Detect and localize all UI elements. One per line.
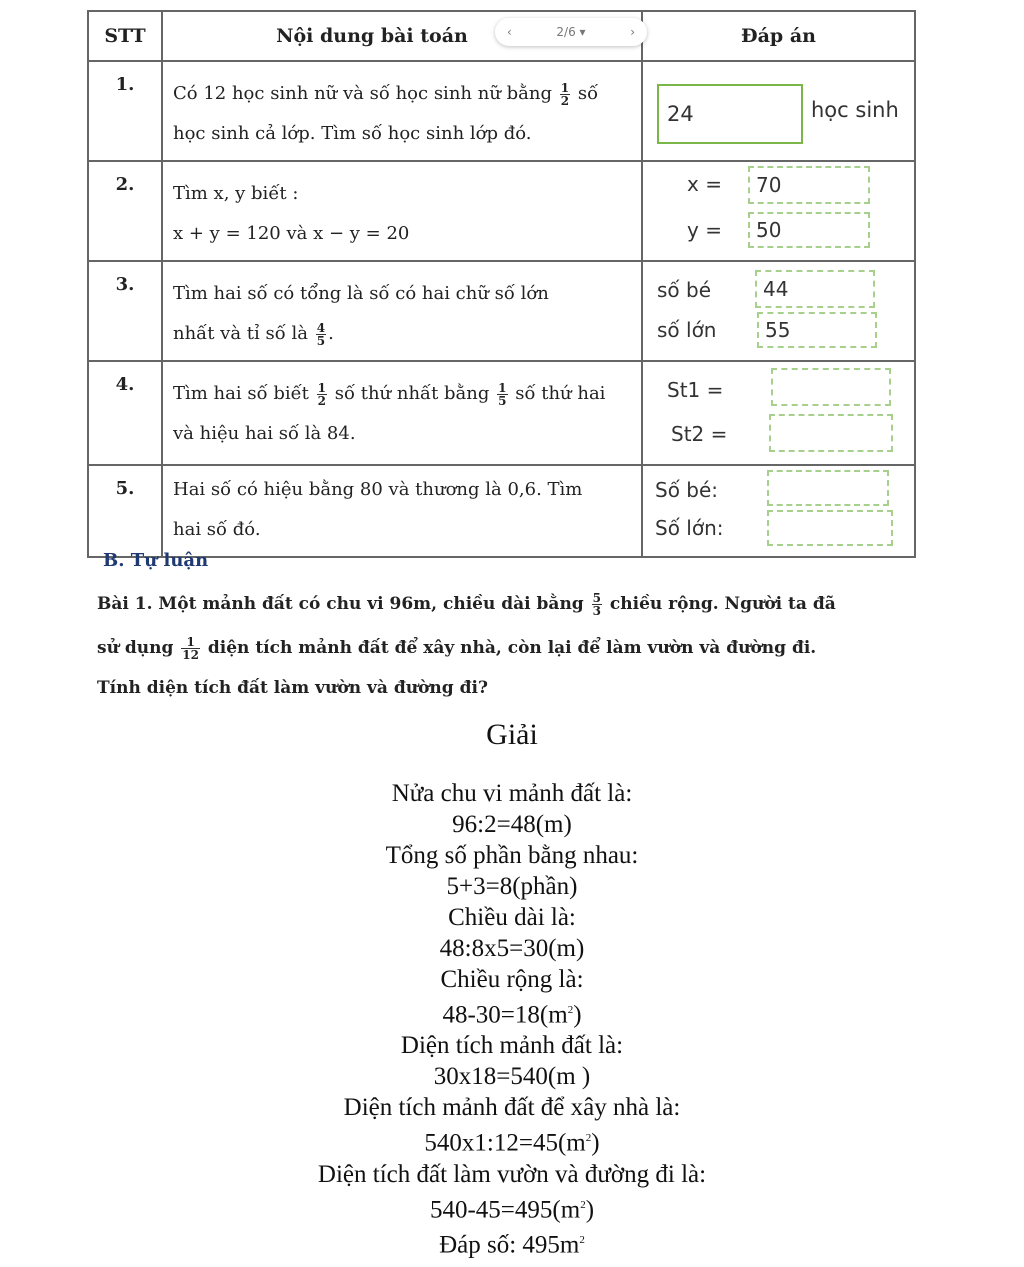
solution-line: 48:8x5=30(m) <box>439 935 585 962</box>
x-label: x = <box>687 172 722 196</box>
question-text: Có 12 học sinh nữ và số học sinh nữ bằng <box>173 83 553 104</box>
answer-input[interactable]: 24 <box>657 84 803 144</box>
question-text: hai số đó. <box>173 519 261 540</box>
solution-line: Tổng số phần bằng nhau: <box>385 842 639 869</box>
question-cell <box>162 465 642 557</box>
question-text: nhất và tỉ số là <box>173 323 308 344</box>
answer-cell <box>642 361 915 465</box>
solution-text: Đáp số: 495m <box>439 1231 580 1259</box>
table-row <box>88 61 915 161</box>
quiz-table <box>87 10 916 558</box>
question-cell <box>162 61 642 161</box>
fraction-denominator: 3 <box>592 604 601 618</box>
row-number: 5. <box>88 465 162 557</box>
fraction <box>316 322 326 347</box>
fraction-numerator: 1 <box>498 380 507 395</box>
answer-cell <box>642 61 915 161</box>
question-text: x + y = 120 và x − y = 20 <box>173 223 410 244</box>
large-number-label: Số lớn: <box>655 516 724 540</box>
small-number-input[interactable]: 44 <box>755 270 875 308</box>
fraction-numerator: 1 <box>181 636 200 649</box>
answer-unit: học sinh <box>811 98 899 122</box>
problem-text: chiều rộng. Người ta đã <box>609 594 836 614</box>
fraction-denominator: 2 <box>317 393 327 408</box>
superscript: 2 <box>567 1004 574 1016</box>
question-text: Tìm x, y biết : <box>173 183 299 204</box>
solution-text: ) <box>585 1195 595 1223</box>
st2-input[interactable] <box>769 414 893 452</box>
solution-line: Diện tích đất làm vườn và đường đi là: <box>317 1160 707 1188</box>
x-input[interactable]: 70 <box>748 166 870 204</box>
fraction-numerator: 4 <box>316 320 326 335</box>
next-page-button[interactable]: › <box>630 25 635 39</box>
fraction-denominator: 5 <box>316 333 326 348</box>
header-answer: Đáp án <box>642 11 915 61</box>
fraction-numerator: 1 <box>317 380 327 395</box>
question-text: và hiệu hai số là 84. <box>173 423 356 444</box>
row-number: 2. <box>88 161 162 261</box>
large-number-input[interactable]: 55 <box>757 312 877 348</box>
row-number: 1. <box>88 61 162 161</box>
small-number-input[interactable] <box>767 470 889 506</box>
superscript: 2 <box>580 1198 586 1211</box>
fraction-denominator: 12 <box>182 648 199 662</box>
st1-input[interactable] <box>771 368 891 406</box>
small-number-label: số bé <box>657 278 712 302</box>
solution-text: ) <box>591 1129 600 1157</box>
fraction-numerator: 5 <box>592 591 601 605</box>
page-selector[interactable]: 2/6 ▾ <box>556 25 586 39</box>
fraction-denominator: 5 <box>498 393 507 408</box>
st2-label: St2 = <box>671 422 728 446</box>
solution-text: 540-45=495(m <box>429 1195 581 1223</box>
solution-line: 96:2=48(m) <box>452 811 572 838</box>
question-text: số <box>577 83 599 104</box>
solution-line: Diện tích mảnh đất để xây nhà là: <box>343 1094 681 1122</box>
question-text: số thứ nhất bằng <box>334 383 490 404</box>
question-text: số thứ hai <box>515 383 606 404</box>
table-row <box>88 361 915 465</box>
large-number-label: số lớn <box>657 318 717 342</box>
solution-text: 48-30=18(m <box>442 1001 568 1029</box>
problem-line: Tính diện tích đất làm vườn và đường đi? <box>97 678 488 698</box>
st1-label: St1 = <box>667 378 724 402</box>
question-cell <box>162 361 642 465</box>
small-number-label: Số bé: <box>655 478 719 502</box>
solution-line: Chiều dài là: <box>448 904 576 931</box>
section-title: B. Tự luận <box>103 550 209 571</box>
problem-line <box>97 592 927 617</box>
superscript: 2 <box>585 1132 592 1145</box>
table-row <box>88 161 915 261</box>
table-row <box>88 465 915 557</box>
solution-line: 30x18=540(m ) <box>433 1063 591 1091</box>
solution-text: 540x1:12=45(m <box>424 1129 586 1157</box>
y-label: y = <box>687 218 722 242</box>
solution-line: Nửa chu vi mảnh đất là: <box>391 780 633 807</box>
problem-line <box>97 636 927 661</box>
solution-line <box>0 995 1024 1030</box>
y-input[interactable]: 50 <box>748 212 870 248</box>
solution-line <box>0 1123 1024 1158</box>
large-number-input[interactable] <box>767 510 893 546</box>
solution-line <box>0 1190 1024 1225</box>
question-cell <box>162 161 642 261</box>
solution-body <box>0 778 1024 1260</box>
header-question-label: Nội dung bài toán <box>276 25 468 47</box>
fraction <box>592 592 602 617</box>
problem-text: sử dụng <box>97 638 174 658</box>
row-number: 4. <box>88 361 162 465</box>
superscript: 2 <box>579 1233 585 1246</box>
fraction <box>497 382 507 407</box>
question-text: Hai số có hiệu bằng 80 và thương là 0,6. Tìm <box>173 479 583 500</box>
fraction <box>560 82 570 107</box>
fraction-numerator: 1 <box>560 80 570 95</box>
fraction-denominator: 2 <box>560 93 570 108</box>
solution-line: Diện tích mảnh đất là: <box>400 1032 624 1060</box>
solution-text: ) <box>573 1001 582 1029</box>
solution-title: Giải <box>486 718 538 751</box>
problem-text: diện tích mảnh đất để xây nhà, còn lại để làm vườn và đường đi. <box>207 638 817 658</box>
answer-cell <box>642 261 915 361</box>
fraction <box>317 382 327 407</box>
solution-line: Chiều rộng là: <box>440 966 584 993</box>
question-text: Tìm hai số biết <box>173 383 309 404</box>
fraction <box>181 636 200 661</box>
solution-line: 5+3=8(phần) <box>446 873 578 900</box>
header-stt: STT <box>88 11 162 61</box>
question-cell: Tìm hai số có tổng là số có hai chữ số lớn nhất và tỉ số là $\frac{4}{5}$ . <box>162 261 642 361</box>
answer-cell <box>642 161 915 261</box>
question-text: Tìm hai số có tổng là số có hai chữ số lớn <box>173 283 549 304</box>
row-number: 3. <box>88 261 162 361</box>
problem-text: Bài 1. Một mảnh đất có chu vi 96m, chiều dài bằng <box>97 594 584 614</box>
prev-page-button[interactable]: ‹ <box>507 25 512 39</box>
page-navigator <box>495 18 647 46</box>
final-answer <box>0 1225 1024 1260</box>
table-row <box>88 261 915 361</box>
answer-cell <box>642 465 915 557</box>
question-text: học sinh cả lớp. Tìm số học sinh lớp đó. <box>173 123 532 144</box>
